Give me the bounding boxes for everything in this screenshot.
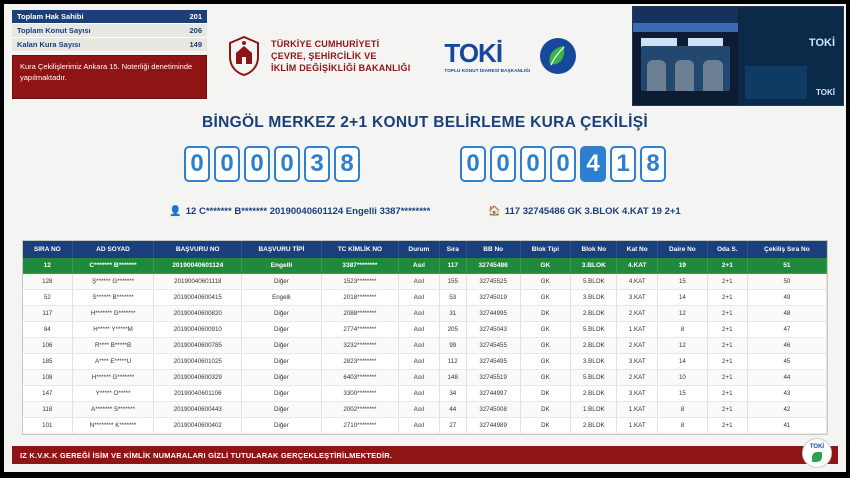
table-cell: 50: [747, 274, 826, 290]
table-cell: GK: [520, 274, 571, 290]
table-body: [23, 258, 827, 434]
home-icon: 🏠: [488, 206, 501, 217]
table-cell: Diğer: [242, 306, 322, 322]
stat-value: 206: [189, 26, 202, 35]
table-cell: 112: [439, 354, 466, 370]
table-cell: 2+1: [707, 306, 747, 322]
table-cell: GK: [520, 370, 571, 386]
table-cell: 6403********: [321, 370, 398, 386]
turkish-state-crest-icon: [225, 35, 263, 77]
digit: 0: [460, 146, 486, 182]
table-cell: 20190040600402: [154, 418, 242, 434]
live-ceremony-video[interactable]: [632, 6, 844, 106]
table-cell: 99: [439, 338, 466, 354]
col-bb-no: BB No: [466, 241, 520, 258]
table-cell: 1.KAT: [617, 322, 658, 338]
table-cell: 205: [439, 322, 466, 338]
table-cell: Asıl: [399, 290, 440, 306]
table-cell: 19: [658, 258, 708, 274]
person-icon: 👤: [169, 206, 182, 217]
col-blok-no: Blok No: [571, 241, 617, 258]
toki-subtitle: TOPLU KONUT İDARESİ BAŞKANLIĞI: [444, 67, 531, 73]
digit: 0: [520, 146, 546, 182]
table-row[interactable]: [23, 274, 827, 290]
table-cell: 2018********: [321, 290, 398, 306]
table-cell: 20190040600820: [154, 306, 242, 322]
digit: 3: [304, 146, 330, 182]
table-cell: 128: [23, 274, 72, 290]
table-cell: 155: [439, 274, 466, 290]
table-cell: 4.KAT: [617, 258, 658, 274]
table-cell: Engelli: [242, 258, 322, 274]
table-cell: 51: [747, 258, 826, 274]
table-cell: Asıl: [399, 386, 440, 402]
toki-footer-badge: [802, 438, 832, 468]
table-cell: Asıl: [399, 354, 440, 370]
digit: 8: [334, 146, 360, 182]
table-cell: A**** E*****U: [72, 354, 154, 370]
table-cell: 2.BLOK: [571, 306, 617, 322]
col-durum: Durum: [399, 241, 440, 258]
table-cell: 8: [658, 418, 708, 434]
table-cell: 42: [747, 402, 826, 418]
stat-row-remaining-draws: [12, 38, 207, 52]
table-cell: 3.BLOK: [571, 290, 617, 306]
stat-value: 149: [189, 40, 202, 49]
table-cell: GK: [520, 338, 571, 354]
table-cell: 2.KAT: [617, 370, 658, 386]
table-cell: 101: [23, 418, 72, 434]
toki-logo: [444, 36, 578, 76]
table-cell: 32745525: [466, 274, 520, 290]
stat-value: 201: [189, 12, 202, 21]
table-cell: 2+1: [707, 290, 747, 306]
table-cell: 46: [747, 338, 826, 354]
col-basvuru-no: BAŞVURU NO: [154, 241, 242, 258]
table-cell: Asıl: [399, 306, 440, 322]
stat-row-total-houses: [12, 24, 207, 38]
table-cell: 148: [439, 370, 466, 386]
table-cell: 12: [658, 338, 708, 354]
person-identity: [169, 206, 430, 217]
statistics-panel: [12, 10, 207, 99]
table-cell: 117: [439, 258, 466, 274]
table-cell: 32744989: [466, 418, 520, 434]
stat-row-total-beneficiaries: [12, 10, 207, 24]
header-logos: [225, 26, 605, 86]
table-cell: 32745019: [466, 290, 520, 306]
col-ad-soyad: AD SOYAD: [72, 241, 154, 258]
table-row[interactable]: [23, 418, 827, 434]
digit: 0: [490, 146, 516, 182]
table-cell: 2+1: [707, 418, 747, 434]
digit: 0: [244, 146, 270, 182]
col-sira-no: SIRA NO: [23, 241, 72, 258]
table-cell: R**** B*****B: [72, 338, 154, 354]
table-cell: C******* B*******: [72, 258, 154, 274]
toki-wordmark: TOKİ: [444, 37, 503, 68]
ministry-logo: [225, 35, 410, 77]
draw-number-displays: [0, 146, 850, 182]
table-cell: 3.BLOK: [571, 258, 617, 274]
col-sira: Sıra: [439, 241, 466, 258]
table-cell: 2.BLOK: [571, 386, 617, 402]
table-cell: 14: [658, 354, 708, 370]
table-cell: 20190040601124: [154, 258, 242, 274]
table-cell: 14: [658, 290, 708, 306]
table-cell: S****** B*******: [72, 290, 154, 306]
stat-label: Toplam Konut Sayısı: [17, 26, 91, 35]
table-cell: 2+1: [707, 322, 747, 338]
notary-notice: Kura Çekilişlerimiz Ankara 15. Noterliği denetiminde yapılmaktadır.: [12, 55, 207, 99]
digit: 0: [214, 146, 240, 182]
letterbox-right: [846, 0, 850, 478]
table-cell: 3387********: [321, 258, 398, 274]
table-cell: 20190040600785: [154, 338, 242, 354]
kvkk-footer-note: IZ K.V.K.K GEREĞİ İSİM VE KİMLİK NUMARALARI GİZLİ TUTULARAK GERÇEKLEŞTİRİLMEKTEDİR.: [12, 446, 838, 464]
table-cell: 2088********: [321, 306, 398, 322]
table-cell: 20190040600910: [154, 322, 242, 338]
table-cell: 20190040601025: [154, 354, 242, 370]
table-cell: DK: [520, 306, 571, 322]
table-cell: 12: [23, 258, 72, 274]
table-cell: 32745495: [466, 354, 520, 370]
table-cell: 20190040600415: [154, 290, 242, 306]
table-cell: Diğer: [242, 338, 322, 354]
person-house: [488, 206, 680, 217]
table-cell: 2823********: [321, 354, 398, 370]
table-cell: 34: [439, 386, 466, 402]
table-cell: 41: [747, 418, 826, 434]
table-cell: 3232********: [321, 338, 398, 354]
table-cell: GK: [520, 354, 571, 370]
table-cell: 2+1: [707, 354, 747, 370]
table-row[interactable]: [23, 354, 827, 370]
digit-spinning: 4: [580, 146, 606, 182]
stat-label: Toplam Hak Sahibi: [17, 12, 84, 21]
col-blok-tipi: Blok Tipi: [520, 241, 571, 258]
table-cell: Asıl: [399, 338, 440, 354]
letterbox-top: [0, 0, 850, 4]
table-cell: Engelli: [242, 290, 322, 306]
table-cell: H****** G*******: [72, 370, 154, 386]
table-row[interactable]: [23, 258, 827, 274]
sira-no-display: [460, 146, 666, 182]
digit: 1: [610, 146, 636, 182]
col-oda-s: Oda S.: [707, 241, 747, 258]
table-cell: 2+1: [707, 338, 747, 354]
table-cell: 2.BLOK: [571, 418, 617, 434]
table-cell: 44: [747, 370, 826, 386]
table-cell: 45: [747, 354, 826, 370]
page-title: BİNGÖL MERKEZ 2+1 KONUT BELİRLEME KURA ÇEKİLİŞİ: [202, 114, 648, 131]
table-cell: Asıl: [399, 258, 440, 274]
table-cell: 20190040600443: [154, 402, 242, 418]
table-cell: 108: [23, 370, 72, 386]
table-cell: H******* G*******: [72, 306, 154, 322]
table-cell: Diğer: [242, 386, 322, 402]
table-cell: 2+1: [707, 386, 747, 402]
table-cell: 12: [658, 306, 708, 322]
video-toki-label: TOKİ: [808, 37, 835, 49]
digit: 0: [274, 146, 300, 182]
table-cell: 48: [747, 306, 826, 322]
table-cell: Diğer: [242, 370, 322, 386]
table-cell: Y***** O*****: [72, 386, 154, 402]
table-cell: 2.KAT: [617, 338, 658, 354]
table-cell: A******* S*******: [72, 402, 154, 418]
table-cell: 20190040600329: [154, 370, 242, 386]
col-tc-kimlik-no: TC KİMLİK NO: [321, 241, 398, 258]
table-row[interactable]: [23, 290, 827, 306]
table-cell: 117: [23, 306, 72, 322]
table-row[interactable]: [23, 338, 827, 354]
toki-leaf-icon: [538, 36, 578, 76]
table-cell: 1523********: [321, 274, 398, 290]
table-cell: 3.BLOK: [571, 354, 617, 370]
table-cell: 2.BLOK: [571, 338, 617, 354]
table-cell: 32745486: [466, 258, 520, 274]
table-cell: 32745455: [466, 338, 520, 354]
digit: 0: [550, 146, 576, 182]
table-cell: Asıl: [399, 370, 440, 386]
table-cell: 84: [23, 322, 72, 338]
table-cell: Asıl: [399, 402, 440, 418]
table-cell: GK: [520, 322, 571, 338]
table-cell: 32744997: [466, 386, 520, 402]
col-basvuru-tipi: BAŞVURU TİPİ: [242, 241, 322, 258]
table-cell: 2774********: [321, 322, 398, 338]
table-cell: Asıl: [399, 274, 440, 290]
table-cell: 3300********: [321, 386, 398, 402]
table-cell: 8: [658, 322, 708, 338]
table-row[interactable]: [23, 402, 827, 418]
table-cell: 44: [439, 402, 466, 418]
table-cell: 5.BLOK: [571, 322, 617, 338]
table-cell: GK: [520, 290, 571, 306]
table-cell: 10: [658, 370, 708, 386]
person-identity-text: 12 C******* B******* 20190040601124 Engelli 3387********: [185, 206, 431, 217]
table-cell: 2710********: [321, 418, 398, 434]
digit: 8: [640, 146, 666, 182]
table-cell: 20190040601118: [154, 274, 242, 290]
table-cell: N******** K*******: [72, 418, 154, 434]
table-cell: 3.KAT: [617, 386, 658, 402]
table-cell: 5.BLOK: [571, 274, 617, 290]
table-cell: Diğer: [242, 418, 322, 434]
table-cell: 1.BLOK: [571, 402, 617, 418]
table-cell: 118: [23, 402, 72, 418]
table-cell: 43: [747, 386, 826, 402]
table-cell: 52: [23, 290, 72, 306]
ministry-line-2: ÇEVRE, ŞEHİRCİLİK VE: [271, 50, 377, 61]
table-cell: 106: [23, 338, 72, 354]
table-cell: Diğer: [242, 274, 322, 290]
table-header-row: [23, 241, 827, 258]
table-cell: 147: [23, 386, 72, 402]
table-cell: 32745519: [466, 370, 520, 386]
table-cell: Asıl: [399, 322, 440, 338]
table-cell: 8: [658, 402, 708, 418]
table-cell: 2+1: [707, 402, 747, 418]
table-cell: 20190040601106: [154, 386, 242, 402]
table-row[interactable]: [23, 370, 827, 386]
selected-person-summary: [0, 206, 850, 217]
results-table[interactable]: [22, 240, 828, 435]
table-cell: Asıl: [399, 418, 440, 434]
table-cell: 15: [658, 274, 708, 290]
table-cell: 1.KAT: [617, 402, 658, 418]
video-toki-label-2: TOKİ: [816, 88, 835, 97]
table-cell: Diğer: [242, 402, 322, 418]
ministry-name: [271, 38, 410, 74]
table-cell: 53: [439, 290, 466, 306]
table-cell: 3.KAT: [617, 354, 658, 370]
letterbox-left: [0, 0, 4, 478]
table-cell: 47: [747, 322, 826, 338]
table-row[interactable]: [23, 386, 827, 402]
table-cell: 31: [439, 306, 466, 322]
letterbox-bottom: [0, 472, 850, 478]
table-cell: Diğer: [242, 354, 322, 370]
table-row[interactable]: [23, 322, 827, 338]
person-house-text: 117 32745486 GK 3.BLOK 4.KAT 19 2+1: [504, 206, 681, 217]
table-cell: 2.KAT: [617, 306, 658, 322]
table-cell: 2002********: [321, 402, 398, 418]
table-cell: 2+1: [707, 370, 747, 386]
table-cell: 4.KAT: [617, 274, 658, 290]
col-kat-no: Kat No: [617, 241, 658, 258]
table-cell: 32744995: [466, 306, 520, 322]
digit: 0: [184, 146, 210, 182]
table-cell: Ş****** G*******: [72, 274, 154, 290]
table-cell: 3.KAT: [617, 290, 658, 306]
table-cell: 2+1: [707, 274, 747, 290]
basvuru-no-display: [184, 146, 360, 182]
ministry-line-3: İKLİM DEĞİŞİKLİĞİ BAKANLIĞI: [271, 63, 411, 74]
col-daire-no: Daire No: [658, 241, 708, 258]
table-cell: DK: [520, 386, 571, 402]
table-cell: H***** Y*****M: [72, 322, 154, 338]
table-row[interactable]: [23, 306, 827, 322]
table-cell: 1.KAT: [617, 418, 658, 434]
table-cell: 15: [658, 386, 708, 402]
table-cell: 27: [439, 418, 466, 434]
table-cell: 49: [747, 290, 826, 306]
table-cell: DK: [520, 402, 571, 418]
toki-footer-label: TOKİ: [809, 444, 825, 450]
ministry-line-1: TÜRKİYE CUMHURİYETİ: [271, 38, 380, 49]
table-cell: 5.BLOK: [571, 370, 617, 386]
table-cell: Diğer: [242, 322, 322, 338]
table-cell: DK: [520, 418, 571, 434]
toki-leaf-small-icon: [812, 452, 822, 462]
stat-label: Kalan Kura Sayısı: [17, 40, 81, 49]
table-cell: GK: [520, 258, 571, 274]
table-cell: 2+1: [707, 258, 747, 274]
table-cell: 185: [23, 354, 72, 370]
table-cell: 32745008: [466, 402, 520, 418]
col-cekilis-sira-no: Çekiliş Sıra No: [747, 241, 826, 258]
table-cell: 32745043: [466, 322, 520, 338]
